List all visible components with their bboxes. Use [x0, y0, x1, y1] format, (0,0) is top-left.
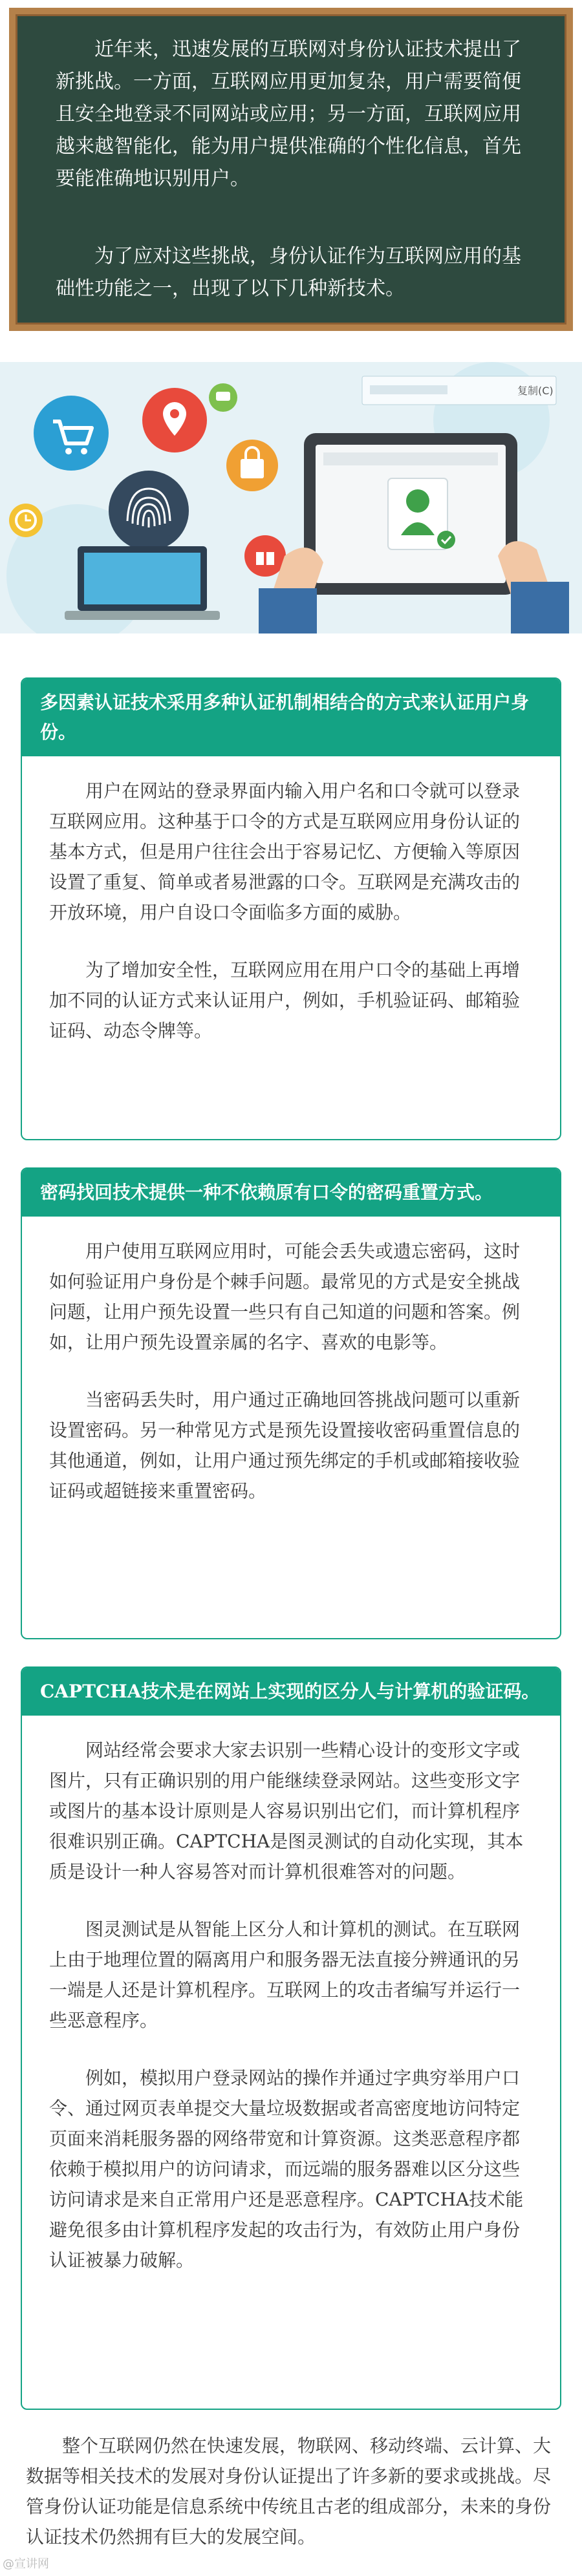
- chat-icon: [209, 383, 237, 412]
- section-captcha: [21, 1666, 561, 2410]
- closing-paragraph: 整个互联网仍然在快速发展，物联网、移动终端、云计算、大数据等相关技术的发展对身份认证提出了许多新的要求或挑战。尽管身份认证功能是信息系统中传统且古老的组成部分，未来的身份认证技术仍然拥有巨大的发展空间。: [26, 2435, 552, 2548]
- clock-icon: [9, 504, 43, 537]
- section-password-recovery: [21, 1167, 561, 1639]
- chalkboard-intro: [9, 8, 573, 331]
- section-title: 密码找回技术提供一种不依赖原有口令的密码重置方式。: [22, 1169, 560, 1217]
- section-title: 多因素认证技术采用多种认证机制相结合的方式来认证用户身份。: [22, 679, 560, 756]
- section-paragraph: 为了增加安全性，互联网应用在用户口令的基础上再增加不同的认证方式来认证用户，例如，手机验证码、邮箱验证码、动态令牌等。: [49, 959, 521, 1041]
- user-check-icon: [388, 478, 455, 549]
- intro-paragraph-2: 为了应对这些挑战，身份认证作为互联网应用的基础性功能之一，出现了以下几种新技术。: [56, 245, 521, 300]
- section-paragraph: 网站经常会要求大家去识别一些精心设计的变形文字或图片，只有正确识别的用户能继续登录网站。这些变形文字或图片的基本设计原则是人容易识别出它们，而计算机程序很难识别正确。CAPTCHA是图灵测试的自动化实现，其本质是设计一种人容易答对而计算机很难答对的问题。: [49, 1740, 524, 1882]
- section-multi-factor-auth: [21, 677, 561, 1140]
- screen-label: 复制(C): [517, 385, 554, 397]
- intro-paragraph-1: 近年来，迅速发展的互联网对身份认证技术提出了新挑战。一方面，互联网应用更加复杂，用户需要简便且安全地登录不同网站或应用；另一方面，互联网应用越来越智能化，能为用户提供准确的个性化信息，首先要能准确地识别用户。: [56, 38, 521, 190]
- gift-icon: [244, 535, 286, 577]
- watermark: @宣讲网: [3, 2557, 49, 2571]
- laptop-icon: [65, 546, 220, 620]
- identity-illustration: [0, 362, 582, 633]
- map-pin-icon: [142, 388, 207, 452]
- shopping-cart-icon: [34, 396, 109, 471]
- section-paragraph: 用户使用互联网应用时，可能会丢失或遗忘密码，这时如何验证用户身份是个棘手问题。最常见的方式是安全挑战问题，让用户预先设置一些只有自己知道的问题和答案。例如，让用户预先设置亲属的名字、喜欢的电影等。: [49, 1240, 521, 1353]
- section-paragraph: 例如，模拟用户登录网站的操作并通过字典穷举用户口令、通过网页表单提交大量垃圾数据或者高密度地访问特定页面来消耗服务器的网络带宽和计算资源。这类恶意程序都依赖于模拟用户的访问请求，而远端的服务器难以区分这些访问请求是来自正常用户还是恶意程序。CAPTCHA技术能避免很多由计算机程序发起的攻击行为，有效防止用户身份认证被暴力破解。: [49, 2067, 524, 2271]
- shopping-bag-icon: [226, 440, 278, 491]
- section-paragraph: 图灵测试是从智能上区分人和计算机的测试。在互联网上由于地理位置的隔离用户和服务器无法直接分辨通讯的另一端是人还是计算机程序。互联网上的攻击者编写并运行一些恶意程序。: [49, 1919, 521, 2031]
- section-title: CAPTCHA技术是在网站上实现的区分人与计算机的验证码。: [22, 1668, 560, 1716]
- section-paragraph: 用户在网站的登录界面内输入用户名和口令就可以登录互联网应用。这种基于口令的方式是互联网应用身份认证的基本方式，但是用户往往会出于容易记忆、方便输入等原因设置了重复、简单或者易泄露的口令。互联网是充满攻击的开放环境，用户自设口令面临多方面的威胁。: [49, 780, 521, 923]
- browser-window-bar: [362, 376, 556, 405]
- section-paragraph: 当密码丢失时，用户通过正确地回答挑战问题可以重新设置密码。另一种常见方式是预先设置接收密码重置信息的其他通道，例如，让用户通过预先绑定的手机或邮箱接收验证码或超链接来重置密码。: [49, 1389, 521, 1502]
- fingerprint-icon: [109, 471, 189, 551]
